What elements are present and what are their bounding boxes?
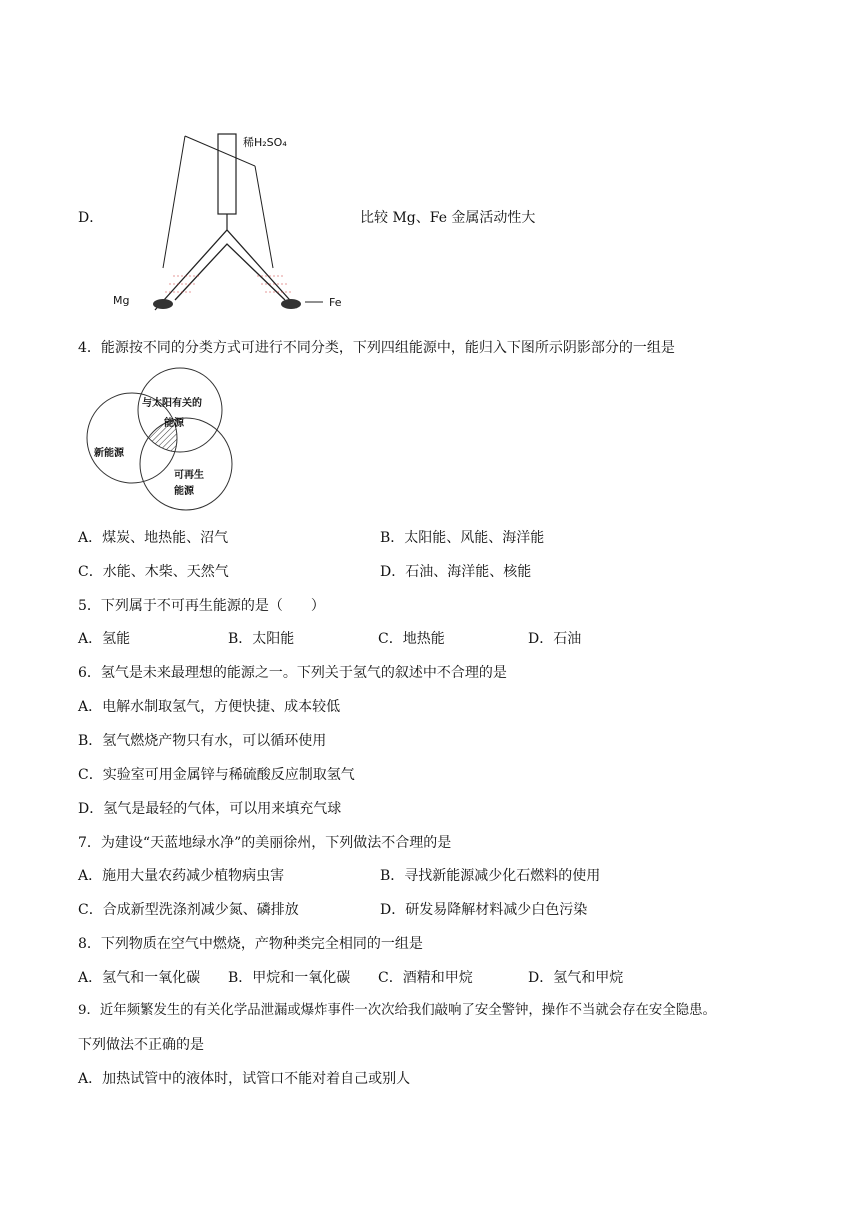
venn-label-new: 新能源 [94,448,124,459]
q8-option-a[interactable]: A．氢气和一氧化碳 [78,970,201,986]
q7-option-a[interactable]: A．施用大量农药减少植物病虫害 [78,868,285,884]
q7-option-b[interactable]: B．寻找新能源减少化石燃料的使用 [380,868,601,884]
q6-option-d[interactable]: D．氢气是最轻的气体，可以用来填充气球 [78,801,342,817]
q3-option-d-letter: D． [78,210,104,226]
fe-pieces [281,299,301,309]
venn-label-renewable-2: 能源 [174,486,194,497]
q5-option-b[interactable]: B．太阳能 [228,631,295,647]
q6-option-a[interactable]: A．电解水制取氢气，方便快捷、成本较低 [78,699,341,715]
q7-option-d[interactable]: D．研发易降解材料减少白色污染 [380,902,588,918]
mg-label: Mg [113,294,130,307]
q4-option-c[interactable]: C．水能、木柴、天然气 [78,564,229,580]
q5-option-a[interactable]: A．氢能 [78,631,131,647]
q9-stem-line-2: 下列做法不正确的是 [78,1037,204,1053]
venn-circle-sun [138,368,222,452]
q4-option-d[interactable]: D．石油、海洋能、核能 [380,564,532,580]
energy-venn-diagram [80,366,260,514]
acid-label: 稀H₂SO₄ [243,136,287,149]
q8-option-b[interactable]: B．甲烷和一氧化碳 [228,970,351,986]
q8-option-d[interactable]: D．氢气和甲烷 [528,970,624,986]
q8-stem: 8．下列物质在空气中燃烧，产物种类完全相同的一组是 [78,936,423,952]
mg-pieces [153,299,173,309]
q5-option-d[interactable]: D．石油 [528,631,582,647]
y-tube-apparatus-figure [105,128,365,318]
q4-option-a[interactable]: A．煤炭、地热能、沼气 [78,530,229,546]
q5-stem: 5．下列属于不可再生能源的是（ ） [78,598,325,614]
q7-option-c[interactable]: C．合成新型洗涤剂减少氮、磷排放 [78,902,299,918]
q4-option-b[interactable]: B．太阳能、风能、海洋能 [380,530,545,546]
q9-option-a[interactable]: A．加热试管中的液体时，试管口不能对着自己或别人 [78,1071,411,1087]
q9-stem-line-1: 9．近年频繁发生的有关化学品泄漏或爆炸事件一次次给我们敲响了安全警钟，操作不当就会存在安全隐患。 [78,1003,716,1018]
venn-label-sun-1: 与太阳有关的 [142,398,202,409]
venn-label-sun-2: 能源 [164,418,184,429]
q4-stem: 4．能源按不同的分类方式可进行不同分类，下列四组能源中，能归入下图所示阴影部分的一组是 [78,340,675,356]
q6-option-b[interactable]: B．氢气燃烧产物只有水，可以循环使用 [78,733,327,749]
q6-option-c[interactable]: C．实验室可用金属锌与稀硫酸反应制取氢气 [78,767,355,783]
q7-stem: 7．为建设“天蓝地绿水净”的美丽徐州，下列做法不合理的是 [78,835,452,851]
venn-label-renewable-1: 可再生 [174,470,204,481]
q6-stem: 6．氢气是未来最理想的能源之一。下列关于氢气的叙述中不合理的是 [78,665,507,681]
q5-option-c[interactable]: C．地热能 [378,631,445,647]
q3-option-d-text: 比较 Mg、Fe 金属活动性大 [360,210,536,226]
q8-option-c[interactable]: C．酒精和甲烷 [378,970,473,986]
fe-label: Fe [329,296,342,309]
